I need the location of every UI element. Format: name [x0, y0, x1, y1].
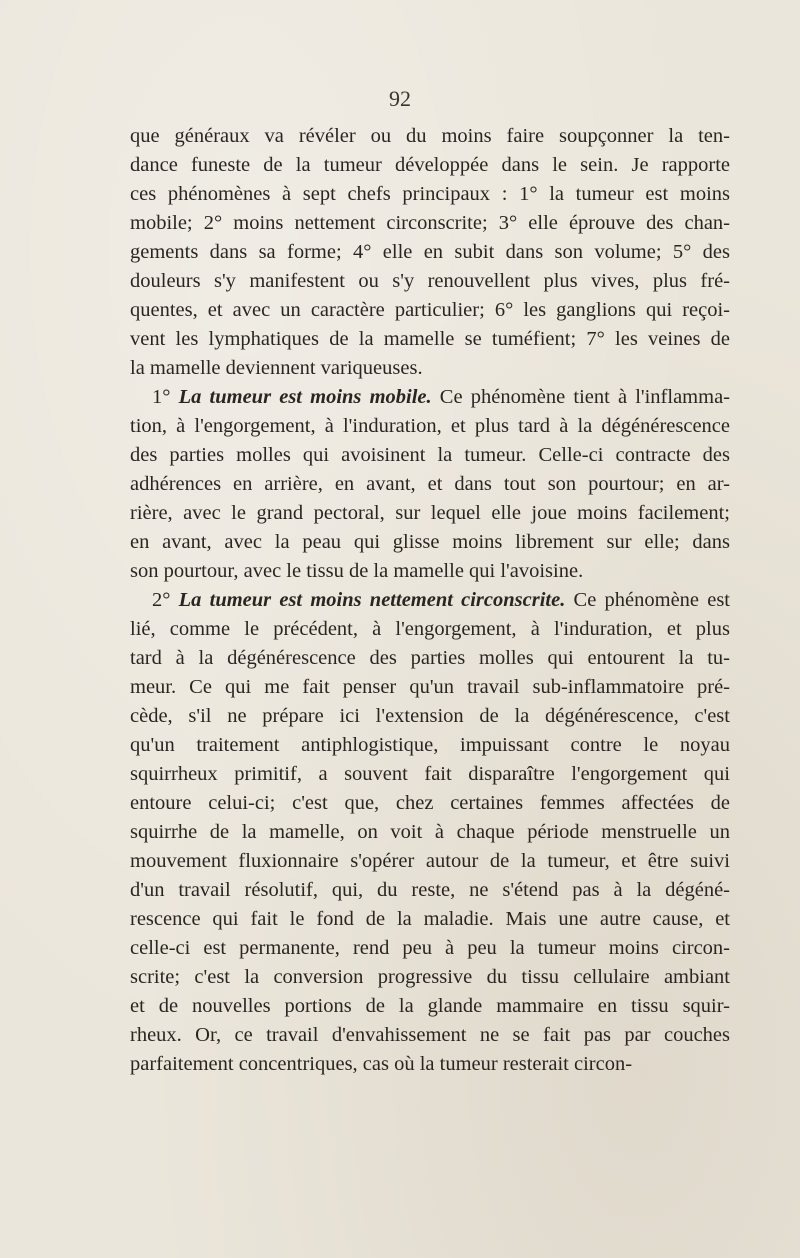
text-run: cède, s'il ne prépare ici l'extension de la dégénérescence, c'est [130, 705, 730, 727]
text-line [130, 586, 730, 615]
text-run: lié, comme le précédent, à l'engorgement, à l'induration, et plus [130, 618, 730, 640]
text-run: tion, à l'engorgement, à l'induration, et plus tard à la dégénérescence [130, 415, 730, 437]
body-text [130, 122, 730, 1079]
text-run: en avant, avec la peau qui glisse moins librement sur elle; dans [130, 531, 730, 553]
text-line [130, 818, 730, 847]
text-line [130, 470, 730, 499]
text-line [130, 528, 730, 557]
text-run: que généraux va révéler ou du moins faire soupçonner la ten- [130, 125, 730, 147]
text-run: scrite; c'est la conversion progressive du tissu cellulaire ambiant [130, 966, 730, 988]
section-heading-italic: La tumeur est moins mobile. [178, 386, 432, 408]
text-line [130, 354, 730, 383]
text-line [130, 267, 730, 296]
text-line [130, 992, 730, 1021]
text-run: tard à la dégénérescence des parties molles qui entourent la tu- [130, 647, 730, 669]
text-line [130, 122, 730, 151]
text-run: rescence qui fait le fond de la maladie. Mais une autre cause, et [130, 908, 730, 930]
text-line [130, 876, 730, 905]
text-line [130, 1021, 730, 1050]
text-run: rière, avec le grand pectoral, sur lequel elle joue moins facilement; [130, 502, 730, 524]
text-run: adhérences en arrière, en avant, et dans tout son pourtour; en ar- [130, 473, 730, 495]
text-line [130, 557, 730, 586]
section-heading-italic: La tumeur est moins nettement circonscrite. [178, 589, 566, 611]
text-line [130, 1050, 730, 1079]
text-run: dance funeste de la tumeur développée dans le sein. Je rapporte [130, 154, 730, 176]
text-run: ces phénomènes à sept chefs principaux : 1° la tumeur est moins [130, 183, 730, 205]
text-line [130, 499, 730, 528]
text-line [130, 847, 730, 876]
text-run: douleurs s'y manifestent ou s'y renouvellent plus vives, plus fré- [130, 270, 730, 292]
text-run: quentes, et avec un caractère particulier; 6° les ganglions qui reçoi- [130, 299, 730, 321]
text-line [130, 905, 730, 934]
text-run: meur. Ce qui me fait penser qu'un travail sub-inflammatoire pré- [130, 676, 730, 698]
text-run: des parties molles qui avoisinent la tumeur. Celle-ci contracte des [130, 444, 730, 466]
text-line [130, 441, 730, 470]
text-run: gements dans sa forme; 4° elle en subit dans son volume; 5° des [130, 241, 730, 263]
text-line [130, 325, 730, 354]
text-run: entoure celui-ci; c'est que, chez certaines femmes affectées de [130, 792, 730, 814]
text-run: squirrheux primitif, a souvent fait disparaître l'engorgement qui [130, 763, 730, 785]
text-run: 2° [152, 589, 179, 611]
text-run: vent les lymphatiques de la mamelle se tuméfient; 7° les veines de [130, 328, 730, 350]
text-line [130, 180, 730, 209]
text-line [130, 209, 730, 238]
text-line [130, 673, 730, 702]
text-run: mobile; 2° moins nettement circonscrite; 3° elle éprouve des chan- [130, 212, 730, 234]
text-line [130, 238, 730, 267]
text-line [130, 934, 730, 963]
text-line [130, 644, 730, 673]
text-line [130, 760, 730, 789]
text-run: d'un travail résolutif, qui, du reste, ne s'étend pas à la dégéné- [130, 879, 730, 901]
text-line [130, 412, 730, 441]
text-run: squirrhe de la mamelle, on voit à chaque période menstruelle un [130, 821, 730, 843]
text-line [130, 296, 730, 325]
text-line [130, 963, 730, 992]
text-run: son pourtour, avec le tissu de la mamelle qui l'avoisine. [130, 560, 584, 582]
text-line [130, 383, 730, 412]
text-run: mouvement fluxionnaire s'opérer autour de la tumeur, et être suivi [130, 850, 730, 872]
text-run: celle-ci est permanente, rend peu à peu la tumeur moins circon- [130, 937, 730, 959]
text-line [130, 151, 730, 180]
text-line [130, 702, 730, 731]
text-run: et de nouvelles portions de la glande mammaire en tissu squir- [130, 995, 730, 1017]
text-run: parfaitement concentriques, cas où la tumeur resterait circon- [130, 1053, 633, 1075]
text-run: 1° [152, 386, 179, 408]
text-line [130, 615, 730, 644]
text-run: la mamelle deviennent variqueuses. [130, 357, 423, 379]
text-run: Ce phénomène est [565, 589, 730, 611]
page-number: 92 [389, 86, 411, 111]
text-line [130, 731, 730, 760]
text-run: rheux. Or, ce travail d'envahissement ne se fait pas par couches [130, 1024, 730, 1046]
text-run: Ce phénomène tient à l'inflamma- [431, 386, 730, 408]
text-run: qu'un traitement antiphlogistique, impuissant contre le noyau [130, 734, 730, 756]
text-line [130, 789, 730, 818]
